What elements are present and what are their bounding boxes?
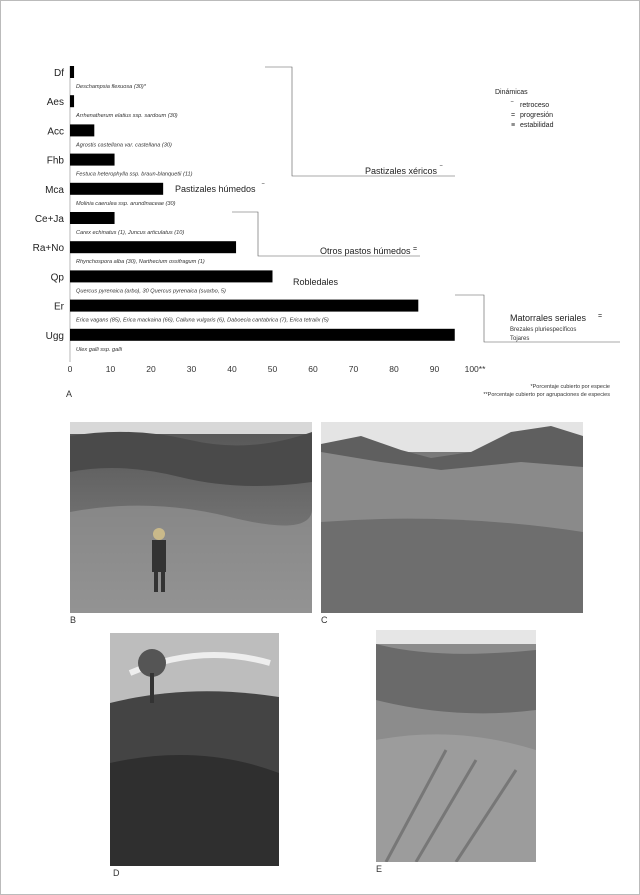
bar [70, 270, 273, 282]
bar [70, 241, 236, 253]
legend-symbol: = [511, 112, 516, 119]
group-label: Pastizales xéricos [365, 166, 438, 176]
bar [70, 124, 94, 136]
x-tick-label: 0 [67, 364, 73, 374]
legend-symbol: ‾ [511, 102, 514, 109]
bar [70, 66, 74, 78]
group-symbol: = [598, 313, 603, 320]
species-label: Erica vagans (85), Erica mackaina (66), Calluna vulgaris (6), Daboecia cantabrica (7), Erica tetralix (5) [76, 317, 329, 324]
bar-chart [0, 0, 640, 400]
bar [70, 329, 455, 341]
category-label: Mca [45, 184, 64, 196]
species-label: Festuca heterophylla ssp. braun-blanquetii (11) [76, 171, 193, 178]
category-label: Ugg [45, 330, 64, 342]
x-tick-label: 100** [464, 364, 486, 374]
x-tick-label: 60 [308, 364, 318, 374]
category-label: Df [54, 68, 64, 79]
species-label: Rhynchospora alba (30), Narthecium ossifragum (1) [76, 259, 205, 266]
photo-c [321, 422, 583, 613]
category-label: Qp [50, 272, 64, 284]
legend-item: retroceso [520, 102, 550, 109]
panel-label-d: D [113, 868, 120, 878]
x-tick-label: 30 [186, 364, 197, 374]
group-symbol: ‾ [262, 184, 265, 191]
species-label: Carex echinatus (1), Juncus articulatus (10) [76, 230, 185, 236]
photo-b [70, 422, 312, 613]
x-tick-label: 40 [227, 364, 237, 374]
x-tick-label: 10 [105, 364, 116, 374]
category-label: Aes [46, 97, 64, 109]
x-tick-label: 90 [429, 364, 440, 374]
group-symbol: = [413, 246, 418, 253]
photo-e [376, 630, 536, 862]
group-label: Matorrales seriales [510, 313, 587, 323]
species-label: Deschampsia flexuosa (30)* [76, 84, 146, 90]
species-label: Molinia caerulea ssp. arundinaceae (30) [76, 200, 176, 207]
legend-item: estabilidad [520, 122, 554, 129]
bar [70, 154, 115, 166]
category-label: Ce+Ja [34, 214, 64, 225]
footnote-1: *Porcentaje cubierto por especie [530, 384, 610, 390]
bar [70, 183, 163, 195]
footnotes [483, 383, 610, 399]
species-label: Agrostis castellana var. castellana (30) [76, 142, 172, 149]
bar [70, 212, 115, 224]
footnote-2: **Porcentaje cubierto por agrupaciones de especies [483, 392, 610, 398]
bar [70, 95, 74, 107]
group-label: Robledales [293, 277, 339, 287]
x-tick-label: 20 [146, 364, 156, 374]
panel-label-a: A [66, 389, 73, 399]
legend-item: progresión [520, 112, 554, 119]
category-label: Er [54, 301, 64, 313]
category-label: Fhb [46, 155, 64, 167]
x-tick-label: 50 [267, 364, 278, 374]
group-symbol: ‾ [440, 166, 443, 173]
group-sublabel: Tojares [510, 336, 530, 342]
species-label: Quercus pyrenaica (arbo), 30 Quercus pyrenaica (suarbo, 5) [76, 288, 226, 295]
panel-label-b: B [70, 615, 77, 625]
species-label: Ulex galli ssp. galli [76, 346, 123, 353]
photo-d [110, 633, 279, 866]
group-bracket-xericos [265, 67, 455, 176]
category-label: Ra+No [32, 243, 64, 255]
group-label: Otros pastos húmedos [320, 246, 411, 256]
x-tick-label: 80 [389, 364, 399, 374]
legend-symbol: ≡ [511, 122, 516, 129]
species-label: Arrhenatherum elatius ssp. sardoum (30) [76, 113, 178, 120]
legend-title: Dinámicas [495, 89, 528, 96]
group-label: Pastizales húmedos [175, 184, 256, 194]
panel-label-e: E [376, 864, 383, 874]
panel-label-c: C [321, 615, 328, 625]
category-label: Acc [47, 126, 64, 138]
x-tick-label: 70 [348, 364, 359, 374]
group-sublabel: Brezales pluriespecíficos [510, 327, 577, 333]
bar [70, 300, 418, 312]
